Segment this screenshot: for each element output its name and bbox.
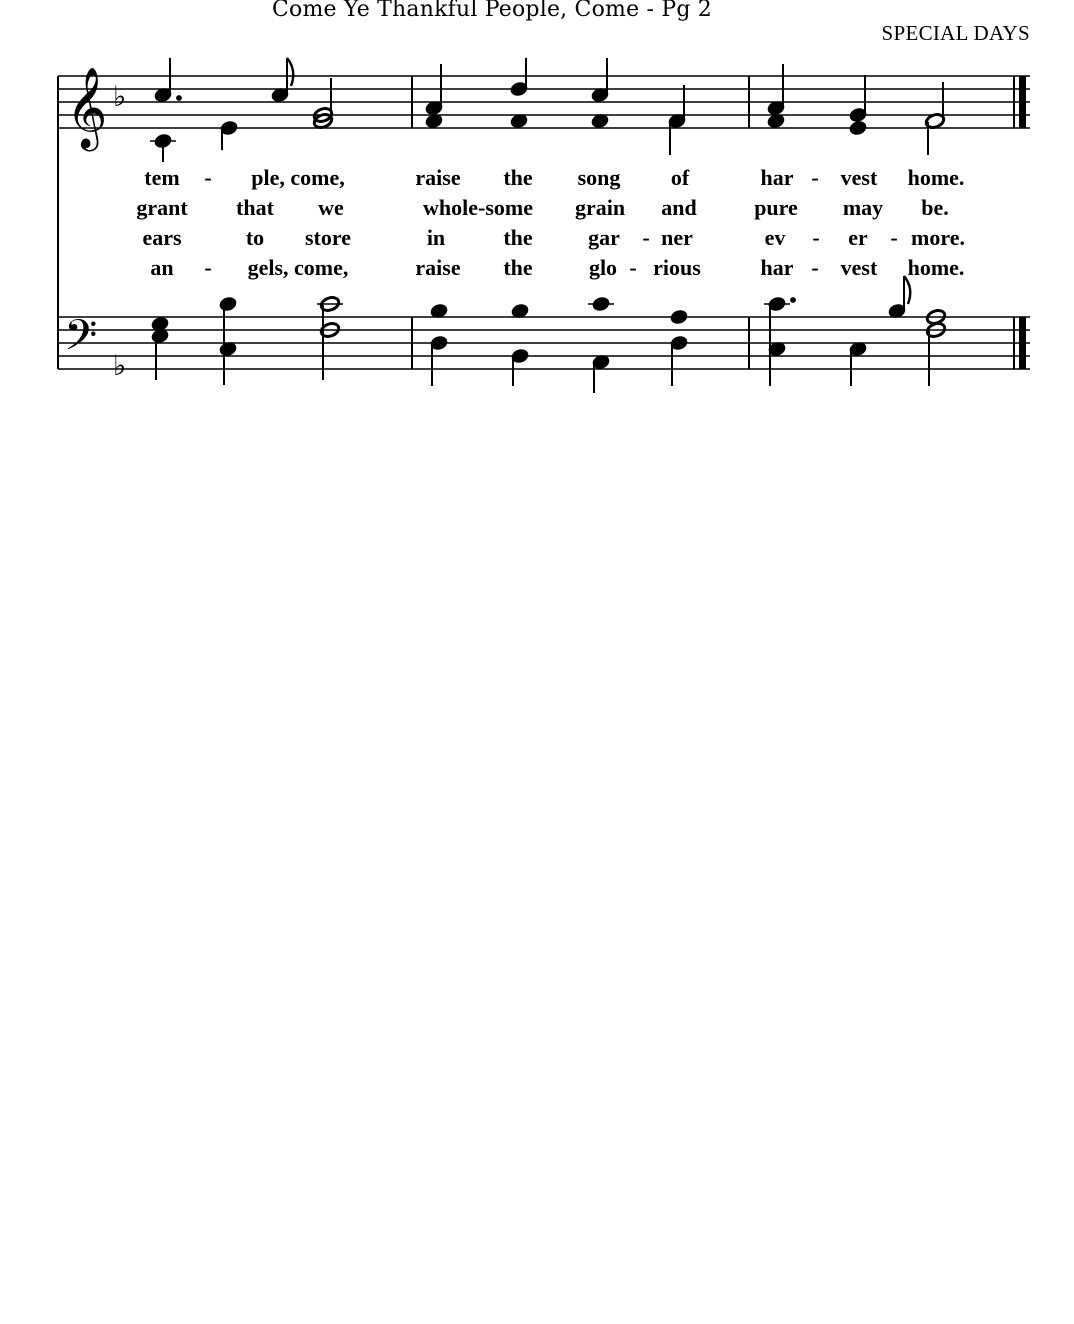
section-label: SPECIAL DAYS: [881, 21, 1030, 45]
bass-clef-icon: 𝄢: [64, 311, 98, 371]
lyric-syllable: -: [629, 255, 637, 280]
lyric-syllable: raise: [415, 255, 461, 280]
page-title: Come Ye Thankful People, Come - Pg 2: [271, 0, 713, 22]
lyric-syllable: an: [150, 255, 174, 280]
lyric-syllable: vest: [840, 255, 878, 280]
lyric-syllable: home.: [907, 165, 965, 190]
lyric-syllable: -: [642, 225, 650, 250]
lyric-syllable: in: [426, 225, 446, 250]
lyric-syllable: that: [236, 195, 274, 220]
lyric-syllable: -: [812, 225, 820, 250]
lyric-syllable: home.: [907, 255, 965, 280]
lyric-syllable: whole-some: [423, 195, 533, 220]
lyric-syllable: ner: [661, 225, 693, 250]
lyric-syllable: gels, come,: [247, 255, 349, 280]
lyric-syllable: -: [204, 165, 212, 190]
lyric-syllable: tem: [144, 165, 180, 190]
lyric-syllable: of: [670, 165, 690, 190]
lyric-syllable: the: [503, 255, 533, 280]
lyric-syllable: er: [848, 225, 868, 250]
lyric-syllable: glo: [588, 255, 618, 280]
lyric-syllable: and: [661, 195, 697, 220]
lyric-syllable: -: [204, 255, 212, 280]
lyric-syllable: grain: [574, 195, 626, 220]
lyric-syllable: store: [304, 225, 352, 250]
lyric-syllable: the: [503, 225, 533, 250]
lyric-syllable: -: [811, 165, 819, 190]
lyric-syllable: song: [577, 165, 621, 190]
lyric-syllable: may: [842, 195, 884, 220]
lyric-syllable: to: [245, 225, 265, 250]
flat-icon: ♭: [113, 80, 127, 113]
lyric-syllable: grant: [136, 195, 188, 220]
treble-clef-icon: 𝄞: [66, 66, 108, 148]
lyrics-block: [0, 0, 1074, 400]
lyric-syllable: pure: [754, 195, 798, 220]
lyric-syllable: ple, come,: [251, 165, 345, 190]
lyric-syllable: rious: [653, 255, 701, 280]
lyric-syllable: ev: [764, 225, 786, 250]
lyric-syllable: raise: [415, 165, 461, 190]
lyric-syllable: vest: [840, 165, 878, 190]
lyric-syllable: -: [811, 255, 819, 280]
flat-icon: ♭: [113, 349, 127, 382]
lyric-syllable: -: [890, 225, 898, 250]
lyric-syllable: gar: [588, 225, 620, 250]
lyric-syllable: the: [503, 165, 533, 190]
lyric-syllable: be.: [921, 195, 949, 220]
lyric-syllable: har: [760, 165, 794, 190]
lyric-syllable: we: [318, 195, 344, 220]
lyric-syllable: more.: [911, 225, 965, 250]
lyric-syllable: ears: [142, 225, 182, 250]
lyric-syllable: har: [760, 255, 794, 280]
